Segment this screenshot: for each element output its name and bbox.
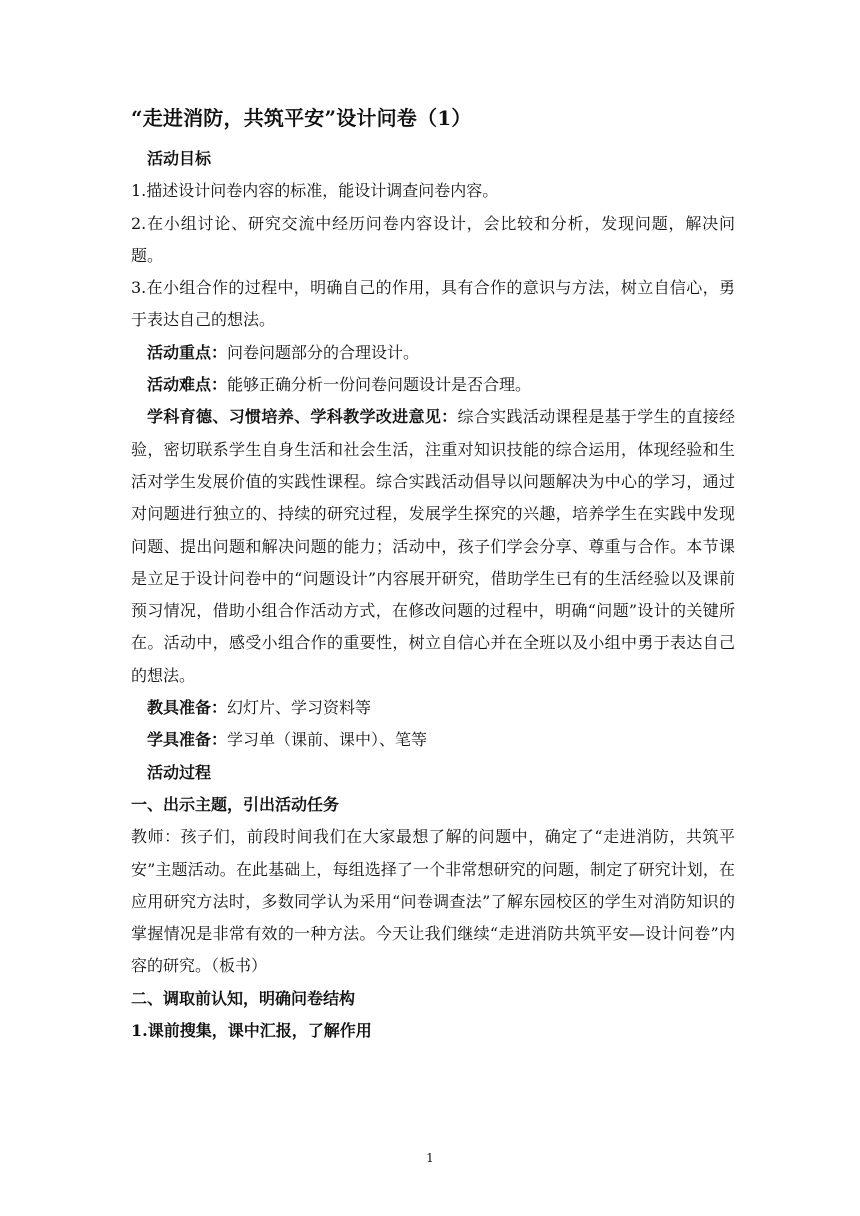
document-title: “走进消防，共筑平安”设计问卷（1） xyxy=(131,106,472,130)
difficulty-text: 能够正确分析一份问卷问题设计是否合理。 xyxy=(227,375,532,395)
teacher-tools-label: 教具准备： xyxy=(147,698,228,718)
suggestion-paragraph xyxy=(131,401,735,692)
teacher-tools-text: 幻灯片、学习资料等 xyxy=(227,698,372,718)
suggestion-label: 学科育德、习惯培养、学科教学改进意见： xyxy=(147,407,458,427)
key-point-label: 活动重点： xyxy=(147,342,228,362)
section-2-sub-heading: 1.课前搜集，课中汇报，了解作用 xyxy=(131,1021,372,1041)
key-point-text: 问卷问题部分的合理设计。 xyxy=(227,342,420,362)
suggestion-text: 综合实践活动课程是基于学生的直接经验，密切联系学生自身生活和社会生活，注重对知识技能的综合运用，体现经验和生活对学生发展价值的实践性课程。综合实践活动倡导以问题解决为中心的学习，通过对问题进行独立的、持续的研究过程，发展学生探究的兴趣，培养学生在实践中发现问题、提出问题和解决问题的能力；活动中，孩子们学会分享、尊重与合作。本节课是立足于设计问卷中的“问题设计”内容展开研究，借助学生已有的生活经验以及课前预习情况，借助小组合作活动方式，在修改问题的过程中，明确“问题”设计的关键所在。活动中，感受小组合作的重要性，树立自信心并在全班以及小组中勇于表达自己的想法。 xyxy=(131,407,735,685)
student-tools-label: 学具准备： xyxy=(147,730,228,750)
objective-item-2: 2.在小组讨论、研究交流中经历问卷内容设计，会比较和分析，发现问题，解决问题。 xyxy=(131,213,735,265)
difficulty-paragraph xyxy=(131,369,735,401)
difficulty-label: 活动难点： xyxy=(147,375,228,395)
student-tools-paragraph xyxy=(131,724,735,756)
section-1-text: 教师：孩子们，前段时间我们在大家最想了解的问题中，确定了“走进消防，共筑平安”主题活动。在此基础上，每组选择了一个非常想研究的问题，制定了研究计划，在应用研究方法时，多数同学认为采用“问卷调查法”了解东园校区的学生对消防知识的掌握情况是非常有效的一种方法。今天让我们继续“走进消防共筑平安—设计问卷”内容的研究。（板书） xyxy=(131,827,735,976)
section-1-heading: 一、出示主题，引出活动任务 xyxy=(131,794,340,814)
page-number: 1 xyxy=(426,1151,434,1165)
section-2-heading: 二、调取前认知，明确问卷结构 xyxy=(131,988,356,1008)
teacher-tools-paragraph xyxy=(131,692,735,724)
document-body xyxy=(131,102,735,1047)
objective-item-1: 1.描述设计问卷内容的标准，能设计调查问卷内容。 xyxy=(131,181,499,201)
process-heading: 活动过程 xyxy=(147,762,212,782)
key-point-paragraph xyxy=(131,337,735,369)
student-tools-text: 学习单（课前、课中）、笔等 xyxy=(227,730,428,750)
objective-item-3: 3.在小组合作的过程中，明确自己的作用，具有合作的意识与方法，树立自信心，勇于表达自己的想法。 xyxy=(131,278,735,330)
objectives-heading: 活动目标 xyxy=(147,149,212,168)
